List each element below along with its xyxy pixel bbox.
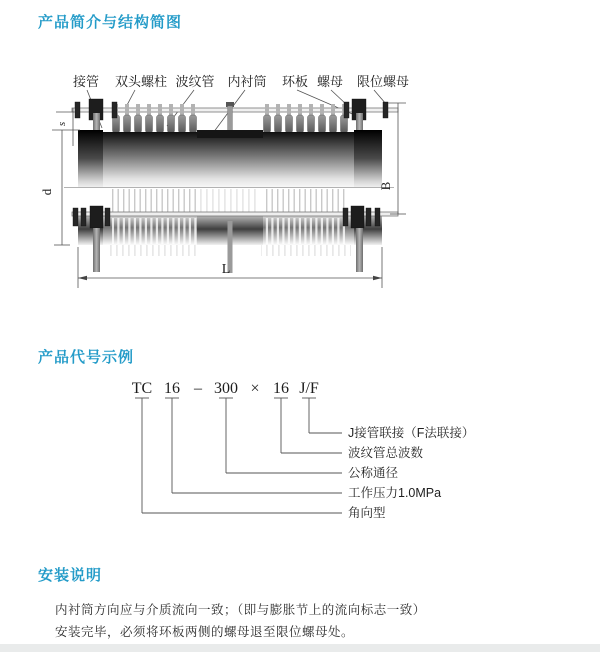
callout-angular-type: 角向型 [348, 506, 386, 520]
right-hanging-stud [356, 228, 363, 272]
left-stud-shank [93, 113, 100, 131]
right-stud-shank [356, 113, 363, 131]
install-line-1: 内衬筒方向应与介质流向一致；（即与膨胀节上的流向标志一致） [55, 603, 426, 617]
label-connecting-pipe: 接管 [72, 74, 100, 89]
footer-bar [0, 644, 600, 652]
code-seg-type: TC [131, 380, 153, 397]
center-pin [226, 102, 234, 131]
structure-diagram [0, 60, 600, 310]
label-nut: 螺母 [316, 74, 344, 89]
dim-label-B: B [378, 181, 393, 191]
callout-wave-count: 波纹管总波数 [348, 446, 424, 460]
code-seg-connection: J/F [299, 380, 319, 397]
L-arrow-left [78, 276, 87, 280]
dimension-B [388, 103, 406, 214]
label-bellows: 波纹管 [175, 74, 215, 89]
install-section-title: 安装说明 [38, 567, 103, 584]
code-seg-dash: – [194, 380, 202, 397]
label-ring-plate: 环板 [281, 74, 309, 89]
code-section-title: 产品代号示例 [38, 349, 135, 366]
callout-working-pressure: 工作压力1.0MPa [348, 486, 442, 500]
joint-body [78, 130, 382, 187]
install-line-2: 安装完毕，必须将环板两侧的螺母退至限位螺母处。 [55, 625, 355, 639]
callout-connection: J接管联接（F法联接） [348, 426, 475, 440]
L-arrow-right [373, 276, 382, 280]
code-seg-waves: 16 [273, 380, 289, 397]
part-labels [73, 74, 409, 89]
dim-label-s: s [56, 121, 68, 127]
dim-label-d: d [39, 188, 54, 196]
callout-nominal-diameter: 公称通径 [348, 466, 399, 480]
label-limit-nut: 限位螺母 [356, 74, 410, 89]
label-double-end-stud: 双头螺柱 [114, 74, 168, 89]
left-hanging-stud [93, 228, 100, 272]
code-seg-pressure: 16 [164, 380, 180, 397]
install-instructions [55, 599, 426, 643]
code-seg-times: × [250, 380, 260, 397]
tie-rod-bottom [72, 212, 398, 216]
code-seg-diameter: 300 [214, 380, 238, 397]
code-callout-lines [0, 375, 600, 545]
intro-section-title: 产品简介与结构简图 [38, 14, 183, 31]
label-inner-liner: 内衬筒 [227, 74, 267, 89]
dim-label-L: L [221, 262, 231, 277]
